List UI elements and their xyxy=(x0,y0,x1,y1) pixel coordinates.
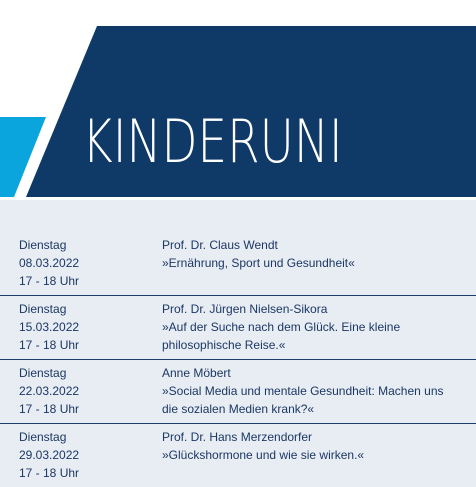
event-speaker: Anne Möbert xyxy=(162,366,231,380)
event-date: 15.03.2022 xyxy=(19,320,80,334)
event-schedule xyxy=(0,232,476,487)
event-speaker: Prof. Dr. Claus Wendt xyxy=(162,238,278,252)
event-info-block xyxy=(162,428,462,464)
event-info-block xyxy=(162,300,462,354)
event-day: Dienstag xyxy=(19,302,67,316)
header-banner xyxy=(0,0,476,200)
event-date: 29.03.2022 xyxy=(19,448,80,462)
event-row xyxy=(0,360,476,424)
event-row xyxy=(0,296,476,360)
event-time: 17 - 18 Uhr xyxy=(19,274,80,288)
event-topic: »Auf der Suche nach dem Glück. Eine kleine philosophische Reise.« xyxy=(162,320,401,352)
event-date-block xyxy=(19,236,149,290)
page-title: KINDERUNI xyxy=(82,107,343,177)
event-info-block xyxy=(162,364,462,418)
event-topic: »Social Media und mentale Gesundheit: Machen uns die sozialen Medien krank?« xyxy=(162,384,444,416)
event-topic: »Glückshormone und wie sie wirken.« xyxy=(162,448,365,462)
event-time: 17 - 18 Uhr xyxy=(19,466,80,480)
event-date: 22.03.2022 xyxy=(19,384,80,398)
event-date-block xyxy=(19,428,149,482)
event-row xyxy=(0,232,476,296)
event-row xyxy=(0,424,476,487)
event-speaker: Prof. Dr. Hans Merzendorfer xyxy=(162,430,313,444)
event-date: 08.03.2022 xyxy=(19,256,80,270)
event-time: 17 - 18 Uhr xyxy=(19,338,80,352)
event-day: Dienstag xyxy=(19,238,67,252)
event-date-block xyxy=(19,364,149,418)
event-topic: »Ernährung, Sport und Gesundheit« xyxy=(162,256,355,270)
event-day: Dienstag xyxy=(19,366,67,380)
event-speaker: Prof. Dr. Jürgen Nielsen-Sikora xyxy=(162,302,328,316)
event-day: Dienstag xyxy=(19,430,67,444)
event-date-block xyxy=(19,300,149,354)
event-info-block xyxy=(162,236,462,272)
event-time: 17 - 18 Uhr xyxy=(19,402,80,416)
